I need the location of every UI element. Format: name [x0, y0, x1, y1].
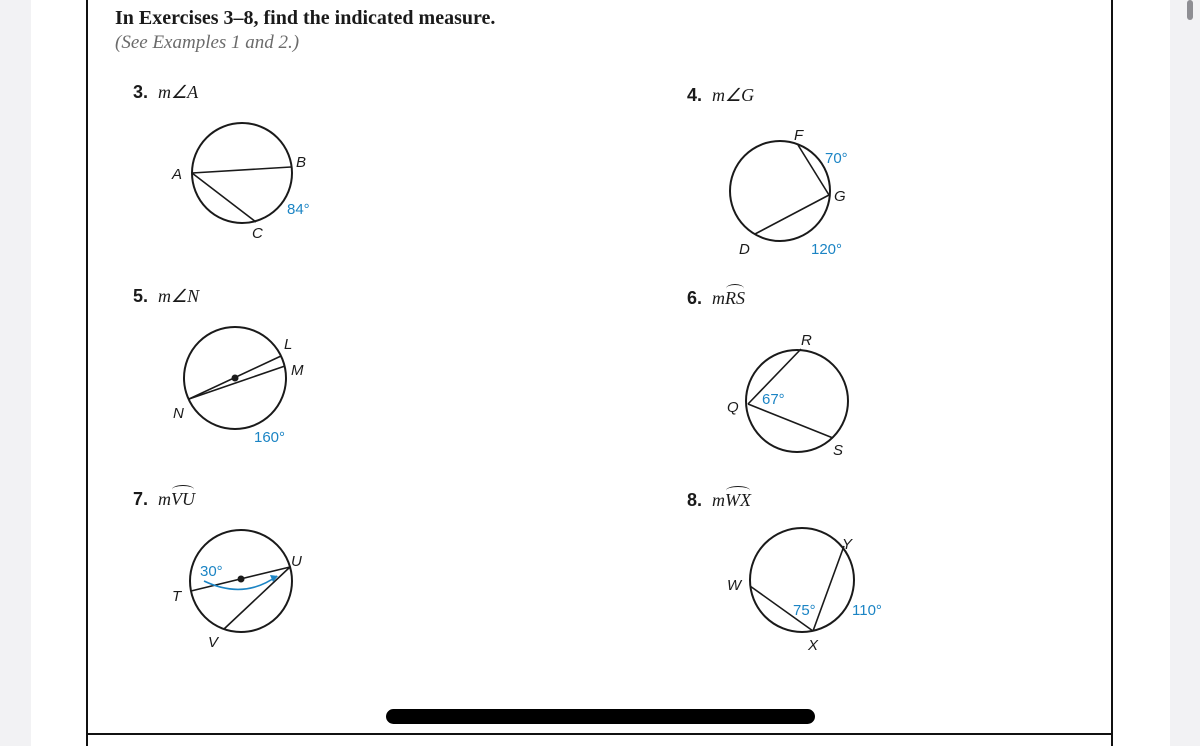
exercise-5-figure — [160, 325, 330, 460]
exercise-4-prompt: 4. m∠G — [687, 85, 755, 105]
ex8-label-x: X — [808, 637, 819, 654]
instructions-heading: In Exercises 3–8, find the indicated measure. — [115, 7, 496, 29]
exercise-8-prompt: 8. mWX — [687, 490, 752, 510]
ex4-arc-fg-measure: 70° — [825, 150, 848, 167]
ex3-label-b: B — [296, 154, 307, 171]
ex5-label-m: M — [291, 362, 304, 379]
ex6-label-q: Q — [727, 399, 739, 416]
ex6-chord-qs — [748, 404, 833, 438]
ex8-chord-xy — [813, 546, 844, 631]
ex4-label-d: D — [739, 241, 750, 258]
ex4-circle — [730, 141, 830, 241]
ex5-arc-measure: 160° — [254, 429, 286, 446]
ex8-angle-measure: 75° — [793, 602, 816, 619]
home-indicator[interactable] — [386, 709, 815, 724]
ex6-angle-measure: 67° — [762, 391, 785, 408]
ex4-chord-dg — [755, 195, 829, 234]
exercise-3-prompt: 3. m∠A — [133, 82, 199, 102]
exercise-6-figure — [720, 325, 880, 465]
ex8-label-y: Y — [842, 536, 853, 553]
exercise-6-prompt: 6. mRS — [687, 288, 746, 308]
ex8-label-w: W — [727, 577, 742, 594]
ex7-chord-vu — [224, 567, 290, 629]
ex7-label-v: V — [208, 634, 219, 651]
ex7-label-u: U — [291, 553, 302, 570]
ex4-arc-gd-measure: 120° — [811, 241, 843, 258]
exercise-3-figure — [160, 115, 330, 250]
ex3-circle — [192, 123, 292, 223]
ex8-arc-measure: 110° — [852, 602, 882, 619]
exercise-7-prompt: 7. mVU — [133, 489, 196, 509]
ex6-label-r: R — [801, 332, 812, 349]
ex3-arc-measure: 84° — [287, 201, 310, 218]
ex3-label-a: A — [172, 166, 183, 183]
ex6-label-s: S — [833, 442, 844, 459]
ex7-angle-measure: 30° — [200, 563, 223, 580]
exercise-5-prompt: 5. m∠N — [133, 286, 200, 306]
ex4-label-f: F — [794, 127, 804, 144]
exercise-8-figure — [720, 530, 900, 655]
ex3-label-c: C — [252, 225, 263, 242]
ex5-center-point — [232, 375, 239, 382]
ex3-chord-ac — [192, 173, 256, 222]
ex5-chord-nm — [189, 366, 285, 399]
ex3-chord-ab — [192, 167, 291, 173]
scrollbar-thumb[interactable] — [1187, 0, 1193, 20]
exercise-7-figure — [160, 540, 330, 655]
ex7-label-t: T — [172, 588, 182, 605]
ex5-label-n: N — [173, 405, 184, 422]
exercise-4-figure — [710, 120, 880, 260]
ex7-center-point — [238, 576, 245, 583]
examples-reference: (See Examples 1 and 2.) — [115, 32, 300, 53]
bottom-divider — [86, 733, 1113, 735]
ex5-label-l: L — [284, 336, 293, 353]
ex4-label-g: G — [834, 188, 846, 205]
